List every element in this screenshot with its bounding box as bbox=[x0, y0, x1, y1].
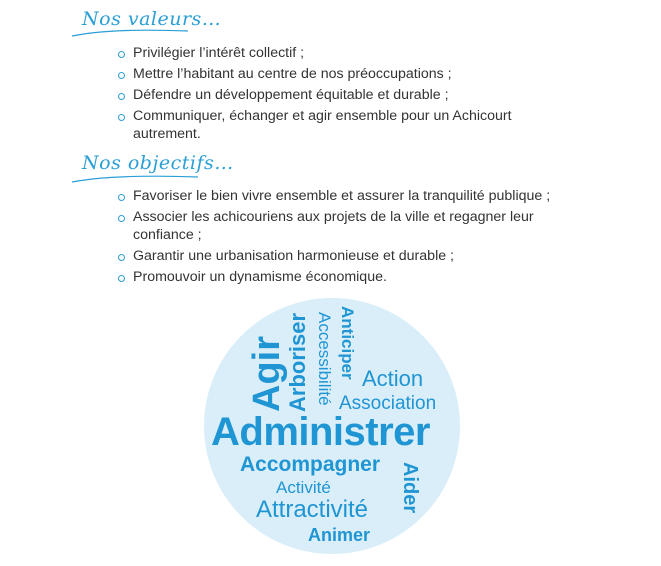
word-accompagner: Accompagner bbox=[240, 453, 381, 476]
valeurs-list bbox=[118, 44, 578, 146]
list-item: Garantir une urbanisation harmonieuse et durable ; bbox=[118, 247, 578, 265]
word-action: Action bbox=[362, 366, 424, 391]
word-activite: Activité bbox=[276, 478, 331, 497]
word-animer: Animer bbox=[308, 525, 371, 545]
word-agir: Agir bbox=[246, 336, 288, 412]
title-underline bbox=[70, 26, 190, 40]
objectifs-list bbox=[118, 187, 578, 289]
word-aider: Aider bbox=[399, 462, 421, 514]
valeurs-title: Nos valeurs… bbox=[82, 8, 222, 30]
list-item: Communiquer, échanger et agir ensemble pour un Achicourt autrement. bbox=[118, 107, 523, 143]
list-item: Favoriser le bien vivre ensemble et assurer la tranquilité publique ; bbox=[118, 187, 578, 205]
objectifs-title: Nos objectifs… bbox=[82, 152, 234, 174]
list-item: Mettre l’habitant au centre de nos préoccupations ; bbox=[118, 65, 578, 83]
word-association: Association bbox=[339, 393, 437, 414]
title-underline bbox=[70, 172, 200, 186]
list-item: Associer les achicouriens aux projets de la ville et regagner leur confiance ; bbox=[118, 208, 563, 244]
list-item: Privilégier l’intérêt collectif ; bbox=[118, 44, 578, 62]
word-administrer: Administrer bbox=[211, 410, 430, 454]
word-accessibilite: Accessibilité bbox=[315, 312, 334, 406]
word-attractivite: Attractivité bbox=[256, 496, 369, 523]
word-anticiper: Anticiper bbox=[338, 306, 357, 380]
word-arboriser: Arboriser bbox=[285, 312, 310, 412]
list-item: Promouvoir un dynamisme économique. bbox=[118, 268, 578, 286]
list-item: Défendre un développement équitable et durable ; bbox=[118, 86, 578, 104]
